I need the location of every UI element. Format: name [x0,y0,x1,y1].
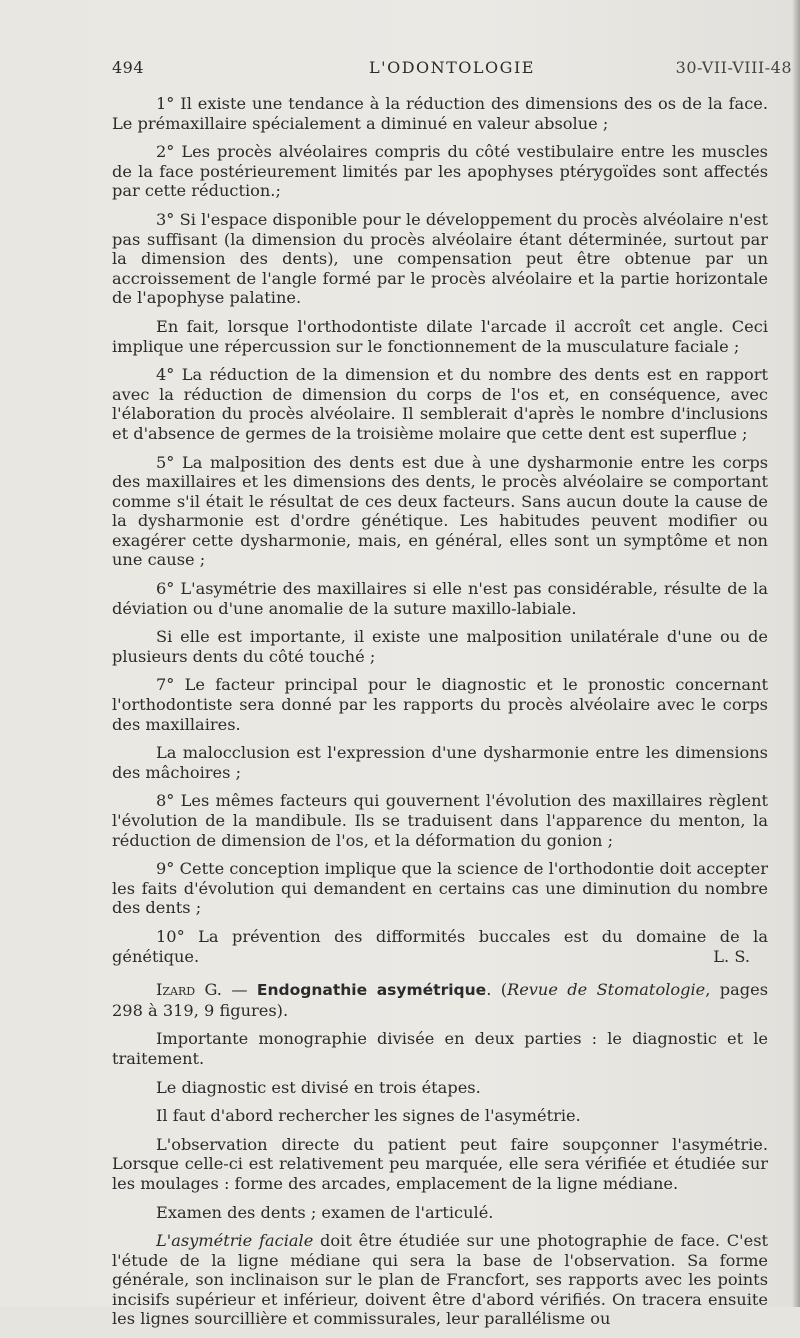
page-number: 494 [112,58,145,77]
paragraph: 9° Cette conception implique que la science de l'orthodontie doit accepter les faits d'évolution qui demandent en certains cas une diminution du nombre des dents ; [112,859,768,918]
paragraph: 6° L'asymétrie des maxillaires si elle n'est pas considérable, résulte de la déviation ou d'une anomalie de la suture maxillo-labiale. [112,579,768,618]
paragraph: Il faut d'abord rechercher les signes de l'asymétrie. [156,1106,581,1126]
paragraph: 5° La malposition des dents est due à une dysharmonie entre les corps des maxillaires et les dimensions des dents, le procès alvéolaire se comportant comme s'il était le résultat de ces deux facteurs. Sans aucun doute la cause de la dysharmonie est d'ordre génétique. Les habitudes peuvent modifier ou exagérer cette dysharmonie, mais, en général, elles sont un symptôme et non une cause ; [112,452,768,570]
page-edge-shadow [792,0,800,1307]
paragraph: 1° Il existe une tendance à la réduction des dimensions des os de la face. Le prémaxillaire spécialement a diminué en valeur absolue ; [112,94,768,133]
citation-punct: . ( [486,980,508,1000]
paragraph: 8° Les mêmes facteurs qui gouvernent l'évolution des maxillaires règlent l'évolution de la mandibule. Ils se traduisent dans l'apparence du menton, la réduction de dimension de l'os, et la déformation du gonion ; [112,791,768,850]
paragraph-text: doit être étudiée sur une photographie de face. C'est l'étude de la ligne médiane qui sera la base de l'observation. Sa forme générale, son inclinaison sur le plan de Francfort, ses rapports avec les points incisifs supérieur et inférieur, doivent être d'abord vérifiés. On tracera ensuite les lignes sourcillière et commissurales, leur parallélisme ou [112,1231,769,1329]
paragraph: La malocclusion est l'expression d'une dysharmonie entre les dimensions des mâchoires ; [112,743,768,782]
review-author: Izard G. [156,980,222,1000]
paragraph: Le diagnostic est divisé en trois étapes. [156,1077,481,1097]
paragraph [112,927,768,966]
paragraph: 3° Si l'espace disponible pour le développement du procès alvéolaire n'est pas suffisant (la dimension du procès alvéolaire étant déterminée, surtout par la dimension des dents), une compensation peut être obtenue par un accroissement de l'angle formé par le procès alvéolaire et la partie horizontale de l'apophyse palatine. [112,209,768,308]
running-title: L'ODONTOLOGIE [369,58,535,77]
body-text [112,94,768,1338]
citation-pages: , pages 298 à 319, 9 figures). [112,980,769,1020]
paragraph: Si elle est importante, il existe une malposition unilatérale d'une ou de plusieurs dents du côté touché ; [112,627,768,666]
review-citation [112,980,768,1020]
paragraph: Importante monographie divisée en deux parties : le diagnostic et le traitement. [112,1029,768,1068]
paragraph: 7° Le facteur principal pour le diagnostic et le pronostic concernant l'orthodontiste sera donné par les rapports du procès alvéolaire avec le corps des maxillaires. [112,675,768,734]
review-headline: Endognathie asymétrique [256,981,487,1000]
paragraph: 4° La réduction de la dimension et du nombre des dents est en rapport avec la réduction de dimension du corps de l'os et, en conséquence, avec l'élaboration du procès alvéolaire. Il semblerait d'après le nombre d'inclusions et d'absence de germes de la troisième molaire que cette dent est superflue ; [112,365,768,443]
paragraph [112,1231,768,1329]
journal-name: Revue de Stomatologie [507,980,706,1000]
italic-lead: L'asymétrie faciale [156,1231,314,1251]
paragraph: Examen des dents ; examen de l'articulé. [156,1202,494,1222]
citation-dash: — [221,980,257,1000]
signature: L. S. [713,946,750,966]
paragraph: L'observation directe du patient peut faire soupçonner l'asymétrie. Lorsque celle-ci est relativement peu marquée, elle sera vérifiée et étudiée sur les moulages : forme des arcades, emplacement de la ligne médiane. [112,1134,768,1193]
running-header [112,58,792,80]
paragraph: 2° Les procès alvéolaires compris du côté vestibulaire entre les muscles de la face postérieurement limités par les apophyses ptérygoïdes sont affectés par cette réduction.; [112,142,768,201]
paragraph: En fait, lorsque l'orthodontiste dilate l'arcade il accroît cet angle. Ceci implique une répercussion sur le fonctionnement de la musculature faciale ; [112,316,768,356]
paragraph-text: 10° La prévention des difformités buccales est du domaine de la génétique. [112,926,768,966]
issue-date: 30-VII-VIII-48 [675,58,792,77]
